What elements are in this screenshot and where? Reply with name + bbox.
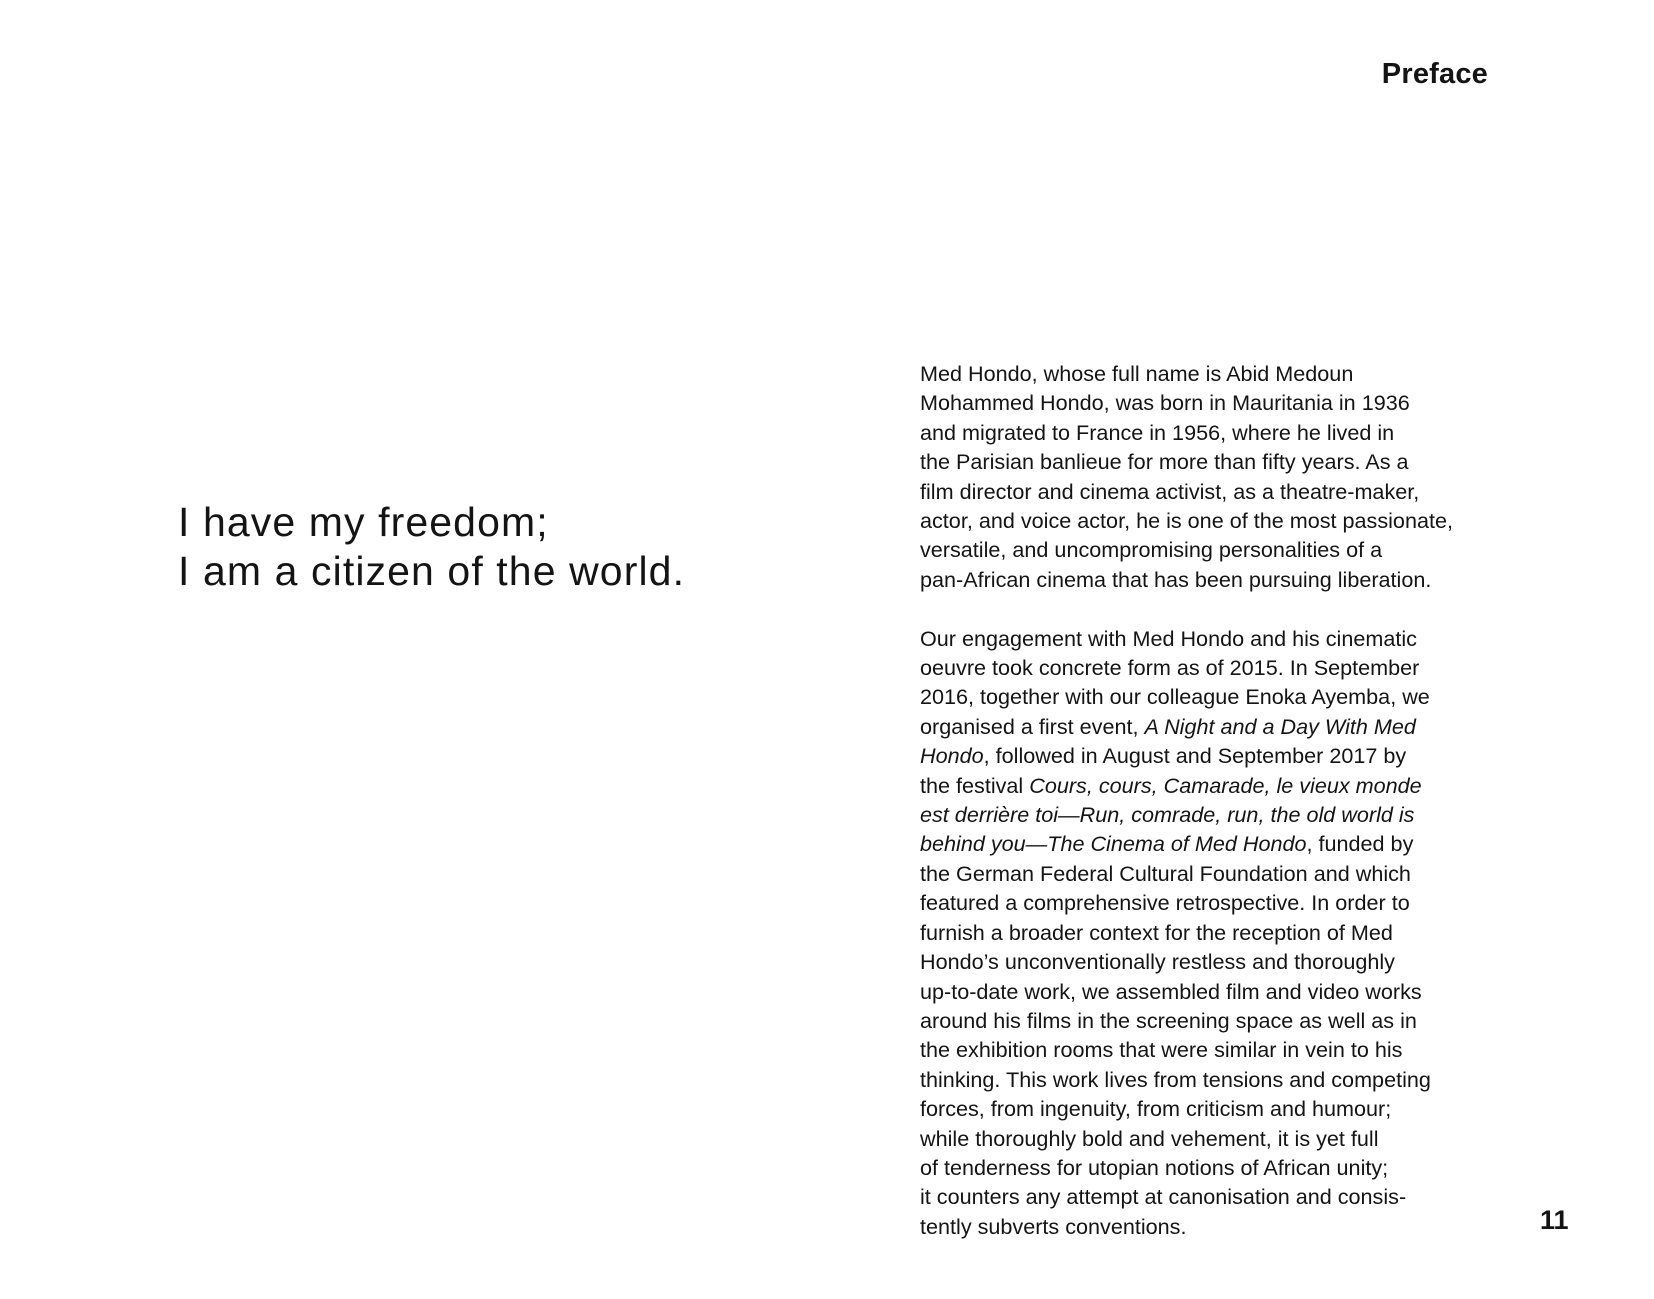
text-segment: 2016, together with our colleague Enoka Ayemba, we <box>920 684 1430 710</box>
text-segment: the German Federal Cultural Foundation and which <box>920 860 1411 886</box>
text-segment: film director and cinema activist, as a theatre-maker, <box>920 478 1420 504</box>
text-segment: organised a first event, <box>920 713 1145 739</box>
text-segment: featured a comprehensive retrospective. In order to <box>920 890 1410 916</box>
text-segment: pan-African cinema that has been pursuing liberation. <box>920 566 1432 592</box>
text-segment: and migrated to France in 1956, where he lived in <box>920 419 1395 445</box>
text-line <box>920 859 1490 888</box>
text-segment: versatile, and uncompromising personalities of a <box>920 537 1383 563</box>
text-line <box>920 1094 1490 1123</box>
text-line <box>920 1182 1490 1211</box>
text-line <box>920 918 1490 947</box>
text-segment: Hondo’s unconventionally restless and thoroughly <box>920 949 1395 975</box>
epigraph-line: I have my freedom; <box>178 499 549 545</box>
text-segment: Mohammed Hondo, was born in Mauritania in 1936 <box>920 390 1410 416</box>
italic-title-text: est derrière toi—Run, comrade, run, the old world is <box>920 802 1415 828</box>
body-paragraph <box>920 624 1490 1242</box>
text-segment: the festival <box>920 772 1030 798</box>
text-line <box>920 947 1490 976</box>
text-line <box>920 977 1490 1006</box>
epigraph-quote <box>178 498 798 596</box>
text-line <box>920 1212 1490 1241</box>
text-segment: up-to-date work, we assembled film and video works <box>920 978 1422 1004</box>
body-paragraph <box>920 359 1490 594</box>
italic-title-text: Cours, cours, Camarade, le vieux monde <box>1029 772 1422 798</box>
text-segment: the exhibition rooms that were similar in vein to his <box>920 1037 1403 1063</box>
text-line <box>920 800 1490 829</box>
text-line <box>920 1124 1490 1153</box>
text-segment: oeuvre took concrete form as of 2015. In September <box>920 655 1420 681</box>
text-line <box>920 359 1490 388</box>
text-segment: tently subverts conventions. <box>920 1213 1187 1239</box>
text-line <box>920 712 1490 741</box>
text-line <box>920 477 1490 506</box>
text-line <box>920 888 1490 917</box>
text-segment: thinking. This work lives from tensions and competing <box>920 1066 1431 1092</box>
text-segment: forces, from ingenuity, from criticism and humour; <box>920 1096 1392 1122</box>
text-line <box>920 506 1490 535</box>
text-line <box>920 1006 1490 1035</box>
text-line <box>920 829 1490 858</box>
text-line <box>920 1065 1490 1094</box>
text-line <box>920 741 1490 770</box>
text-line <box>920 535 1490 564</box>
section-title: Preface <box>1381 58 1488 90</box>
text-segment: the Parisian banlieue for more than fifty years. As a <box>920 449 1409 475</box>
text-line <box>920 1153 1490 1182</box>
text-line <box>920 418 1490 447</box>
page-number: 11 <box>1540 1205 1569 1235</box>
text-segment: while thoroughly bold and vehement, it is yet full <box>920 1125 1379 1151</box>
epigraph-line: I am a citizen of the world. <box>178 548 686 594</box>
text-segment: , followed in August and September 2017 by <box>983 743 1407 769</box>
text-line <box>920 682 1490 711</box>
text-line <box>920 771 1490 800</box>
preface-body <box>920 359 1490 1271</box>
italic-title-text: A Night and a Day With Med <box>1144 713 1416 739</box>
text-line <box>920 1035 1490 1064</box>
text-line <box>920 565 1490 594</box>
italic-title-text: Hondo <box>920 743 984 769</box>
text-line <box>920 624 1490 653</box>
text-segment: Med Hondo, whose full name is Abid Medoun <box>920 361 1354 386</box>
text-segment: of tenderness for utopian notions of African unity; <box>920 1154 1389 1180</box>
text-line <box>920 653 1490 682</box>
text-segment: , funded by <box>1306 831 1414 857</box>
italic-title-text: behind you—The Cinema of Med Hondo <box>920 831 1307 857</box>
text-segment: it counters any attempt at canonisation and consis- <box>920 1184 1407 1210</box>
text-segment: around his films in the screening space as well as in <box>920 1007 1417 1033</box>
text-line <box>920 447 1490 476</box>
text-line <box>920 388 1490 417</box>
text-segment: furnish a broader context for the reception of Med <box>920 919 1393 945</box>
text-segment: Our engagement with Med Hondo and his cinematic <box>920 625 1417 651</box>
text-segment: actor, and voice actor, he is one of the most passionate, <box>920 508 1453 534</box>
